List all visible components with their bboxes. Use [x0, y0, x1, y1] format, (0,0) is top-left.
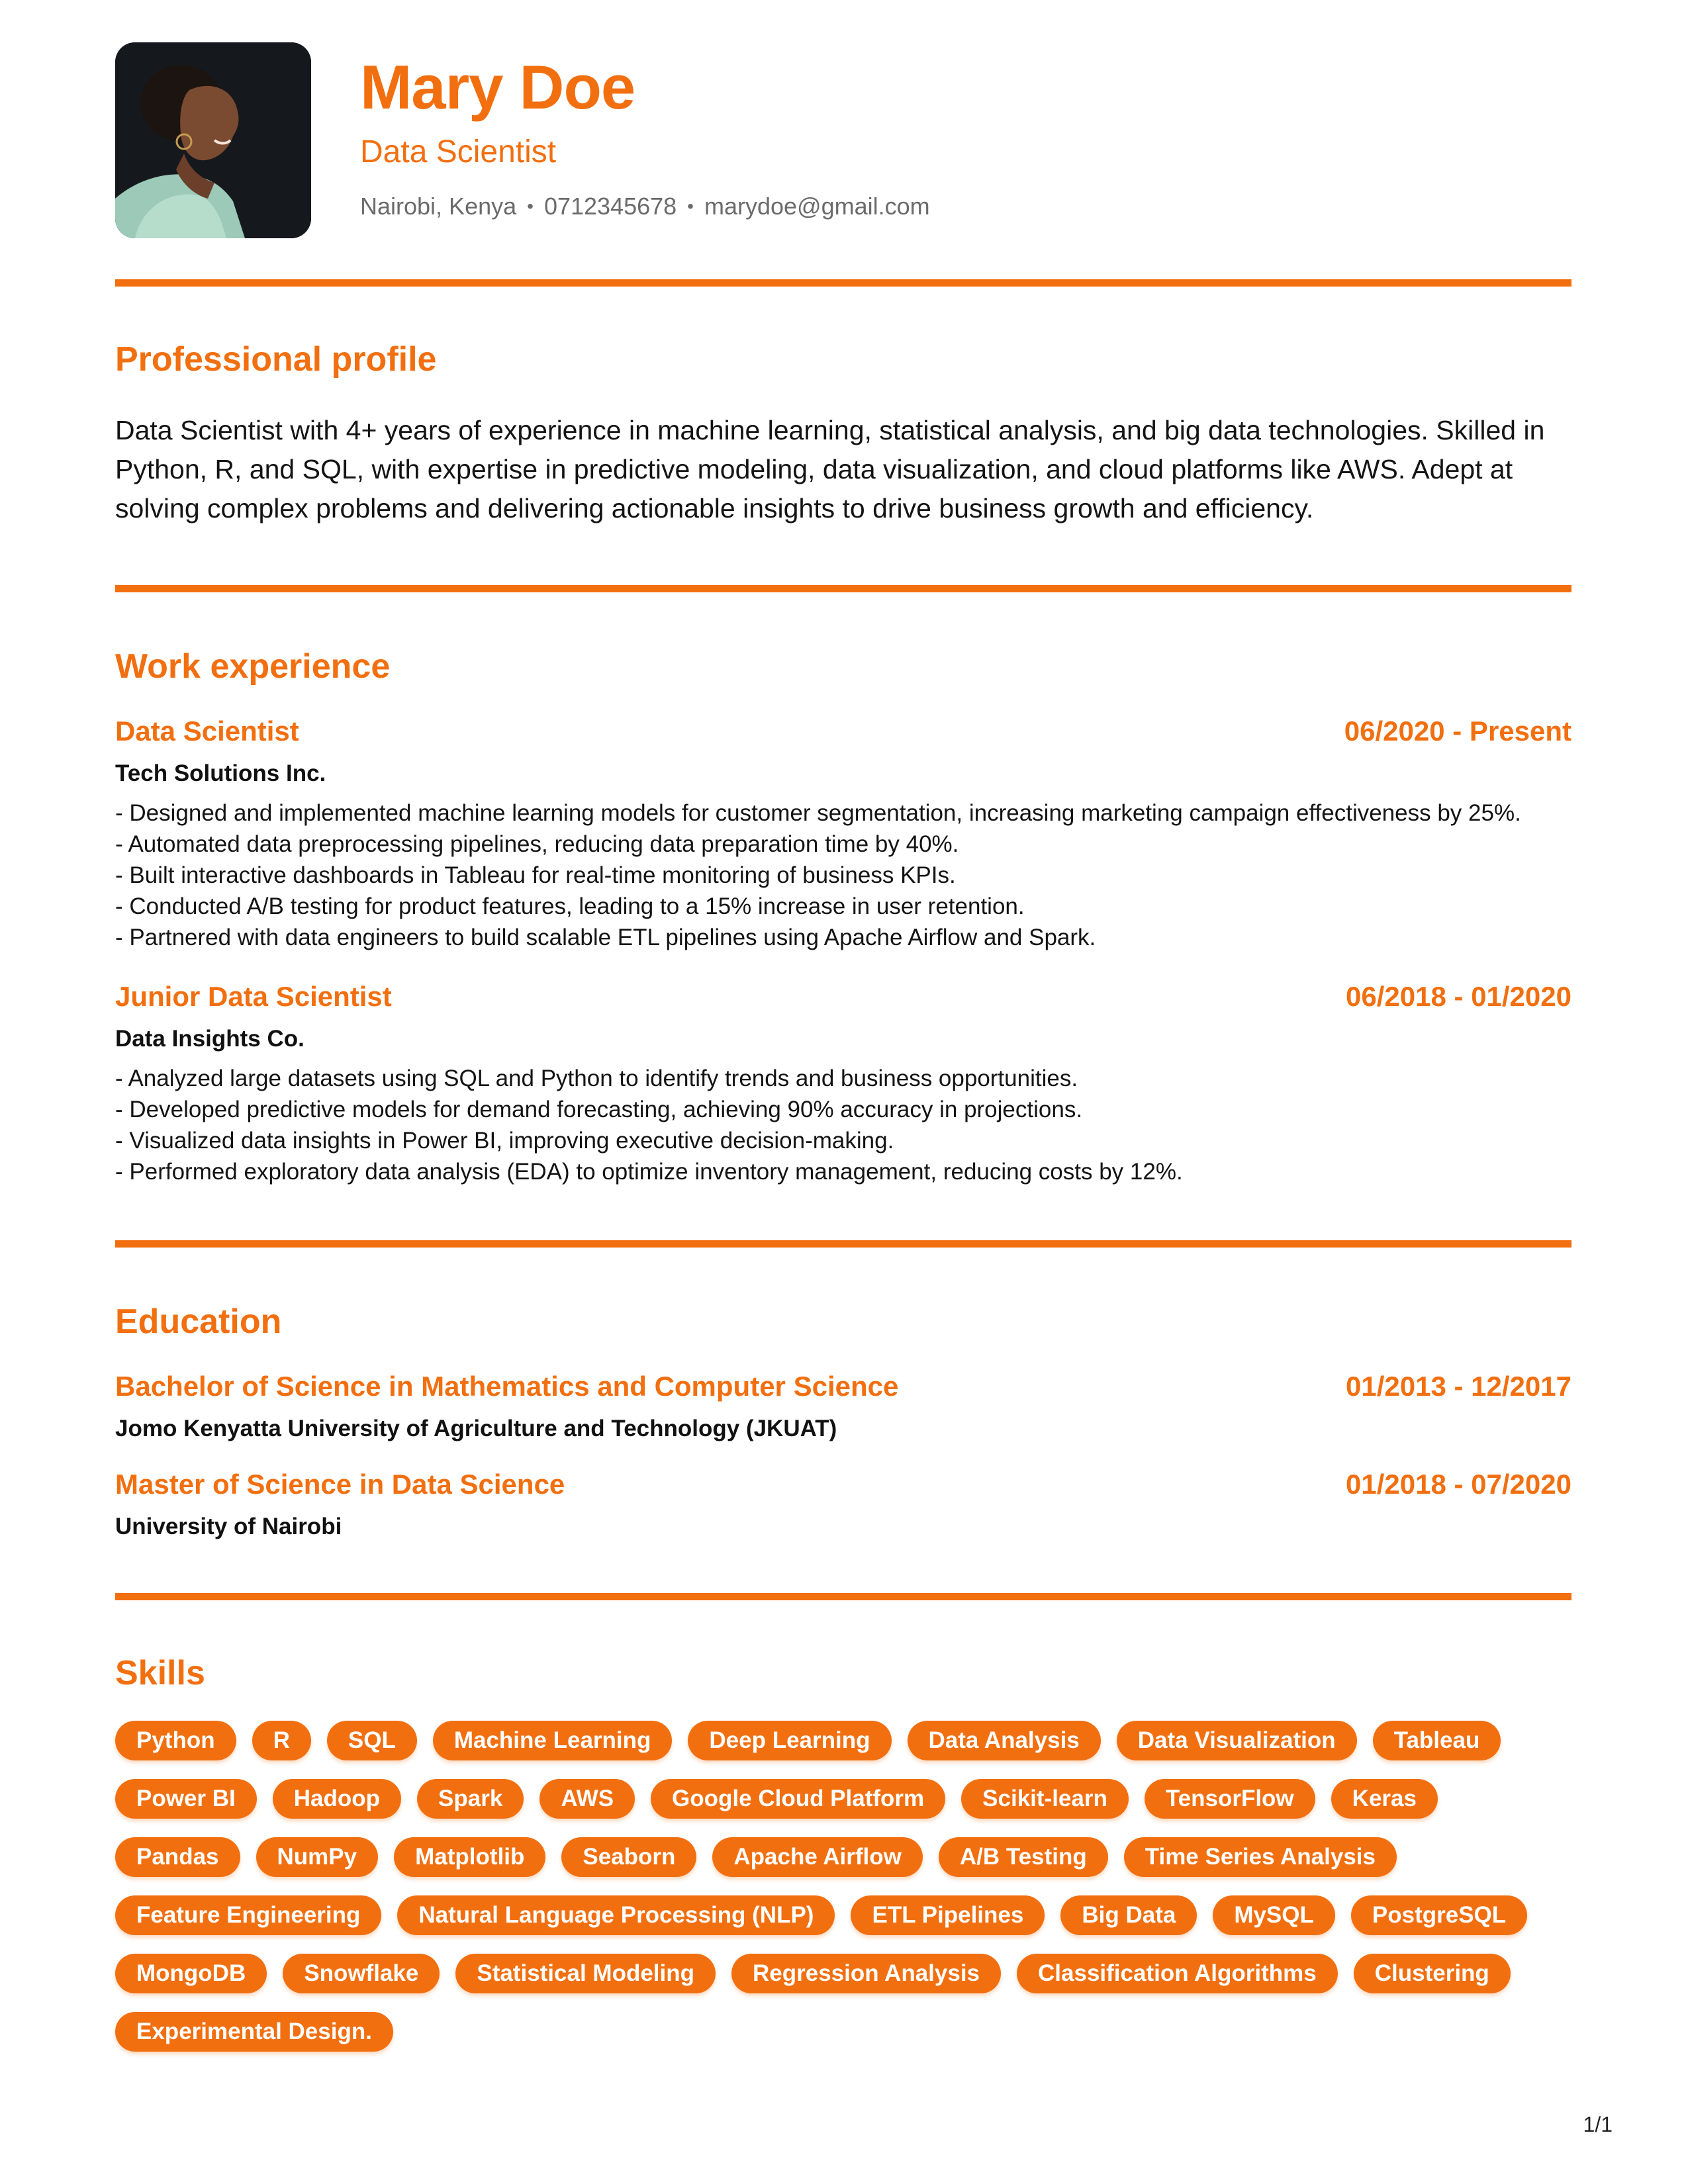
skill-chip: Python — [115, 1721, 236, 1760]
skill-chip: Pandas — [115, 1837, 240, 1877]
skill-chip: AWS — [539, 1779, 635, 1819]
page-number: 1/1 — [1583, 2113, 1613, 2136]
school-name: University of Nairobi — [115, 1514, 342, 1539]
job-entry — [115, 714, 1571, 953]
degree-name: Bachelor of Science in Mathematics and Computer Science — [115, 1371, 899, 1402]
skill-chip: Hadoop — [273, 1779, 401, 1819]
candidate-title: Data Scientist — [360, 134, 557, 169]
skill-chip: Power BI — [115, 1779, 257, 1819]
education-entry — [115, 1369, 1571, 1443]
skill-chip: Spark — [417, 1779, 524, 1819]
phone-text[interactable]: 0712345678 — [543, 193, 677, 220]
profile-text: Data Scientist with 4+ years of experience in machine learning, statistical analysis, and big data technologies. Skilled in Python, R, and SQL, with expertise in predictive modeling, data visualization, and cloud platforms like AWS. Adept at solving complex problems and delivering actionable insights to drive business growth and efficiency. — [115, 415, 1545, 523]
school-name: Jomo Kenyatta University of Agriculture and Technology (JKUAT) — [115, 1416, 837, 1441]
skill-chip: Machine Learning — [433, 1721, 673, 1760]
skill-chip: ETL Pipelines — [851, 1895, 1045, 1935]
company-name: Tech Solutions Inc. — [115, 760, 326, 786]
bullet-item: - Designed and implemented machine learning models for customer segmentation, increasing marketing campaign effectiveness by 25%. — [115, 800, 1521, 826]
portrait-image — [115, 42, 311, 238]
skill-chip: SQL — [327, 1721, 417, 1760]
skill-chip: MySQL — [1213, 1895, 1335, 1935]
degree-name: Master of Science in Data Science — [115, 1469, 565, 1500]
job-role: Data Scientist — [115, 715, 299, 747]
skill-chip: Regression Analysis — [731, 1954, 1001, 1993]
education-header — [115, 1467, 1571, 1502]
education-dates: 01/2013 - 12/2017 — [1346, 1371, 1571, 1402]
job-dates: 06/2020 - Present — [1344, 715, 1571, 747]
profile-heading: Professional profile — [115, 340, 437, 379]
education-entry — [115, 1467, 1571, 1541]
bullet-item: - Automated data preprocessing pipelines, reducing data preparation time by 40%. — [115, 831, 959, 857]
email-link[interactable]: marydoe@gmail.com — [704, 193, 930, 220]
job-bullets — [115, 1063, 1571, 1187]
skill-chip: Keras — [1331, 1779, 1438, 1819]
contact-line — [360, 192, 930, 221]
education-header — [115, 1369, 1571, 1404]
education-dates: 01/2018 - 07/2020 — [1346, 1469, 1571, 1500]
skill-chip: Seaborn — [561, 1837, 696, 1877]
bullet-item: - Performed exploratory data analysis (EDA) to optimize inventory management, reducing costs by 12%. — [115, 1159, 1183, 1185]
skills-list — [115, 1721, 1571, 2052]
job-dates: 06/2018 - 01/2020 — [1346, 981, 1571, 1012]
skill-chip: Apache Airflow — [712, 1837, 922, 1877]
job-header — [115, 979, 1571, 1014]
education-heading: Education — [115, 1302, 282, 1341]
job-role: Junior Data Scientist — [115, 981, 392, 1012]
skill-chip: Snowflake — [283, 1954, 440, 1993]
skill-chip: Tableau — [1373, 1721, 1501, 1760]
job-entry — [115, 979, 1571, 1187]
skill-chip: Data Analysis — [908, 1721, 1101, 1760]
skill-chip: A/B Testing — [939, 1837, 1108, 1877]
skill-chip: Natural Language Processing (NLP) — [397, 1895, 835, 1935]
skill-chip: Clustering — [1354, 1954, 1511, 1993]
header — [115, 42, 1571, 238]
company-name: Data Insights Co. — [115, 1026, 305, 1052]
job-header — [115, 714, 1571, 749]
job-bullets — [115, 797, 1571, 953]
work-heading: Work experience — [115, 647, 391, 686]
candidate-name: Mary Doe — [360, 52, 635, 122]
skill-chip: NumPy — [256, 1837, 379, 1877]
skill-chip: Experimental Design. — [115, 2012, 393, 2052]
resume-page — [115, 42, 1571, 2052]
skill-chip: Statistical Modeling — [455, 1954, 716, 1993]
skill-chip: R — [252, 1721, 311, 1760]
skill-chip: Scikit-learn — [961, 1779, 1129, 1819]
skill-chip: Deep Learning — [688, 1721, 891, 1760]
skill-chip: Big Data — [1060, 1895, 1197, 1935]
bullet-item: - Visualized data insights in Power BI, improving executive decision-making. — [115, 1128, 894, 1154]
section-divider — [115, 1593, 1571, 1600]
skill-chip: PostgreSQL — [1351, 1895, 1527, 1935]
bullet-item: - Analyzed large datasets using SQL and Python to identify trends and business opportunities. — [115, 1066, 1078, 1091]
section-divider — [115, 279, 1571, 287]
bullet-item: - Conducted A/B testing for product features, leading to a 15% increase in user retention. — [115, 893, 1025, 919]
bullet-item: - Partnered with data engineers to build scalable ETL pipelines using Apache Airflow and Spark. — [115, 925, 1096, 950]
section-divider — [115, 585, 1571, 592]
skill-chip: Feature Engineering — [115, 1895, 381, 1935]
location-text: Nairobi, Kenya — [360, 193, 517, 220]
skill-chip: Time Series Analysis — [1124, 1837, 1397, 1877]
header-text — [360, 42, 930, 221]
skill-chip: Google Cloud Platform — [651, 1779, 945, 1819]
bullet-item: - Developed predictive models for demand forecasting, achieving 90% accuracy in projections. — [115, 1097, 1083, 1122]
section-divider — [115, 1240, 1571, 1248]
separator-dot: • — [527, 196, 534, 216]
separator-dot: • — [687, 196, 694, 216]
skill-chip: Matplotlib — [394, 1837, 545, 1877]
profile-photo — [115, 42, 311, 238]
skill-chip: Data Visualization — [1117, 1721, 1357, 1760]
skill-chip: MongoDB — [115, 1954, 267, 1993]
skill-chip: TensorFlow — [1145, 1779, 1315, 1819]
bullet-item: - Built interactive dashboards in Tableau for real-time monitoring of business KPIs. — [115, 862, 956, 888]
skill-chip: Classification Algorithms — [1017, 1954, 1338, 1993]
skills-heading: Skills — [115, 1654, 205, 1692]
